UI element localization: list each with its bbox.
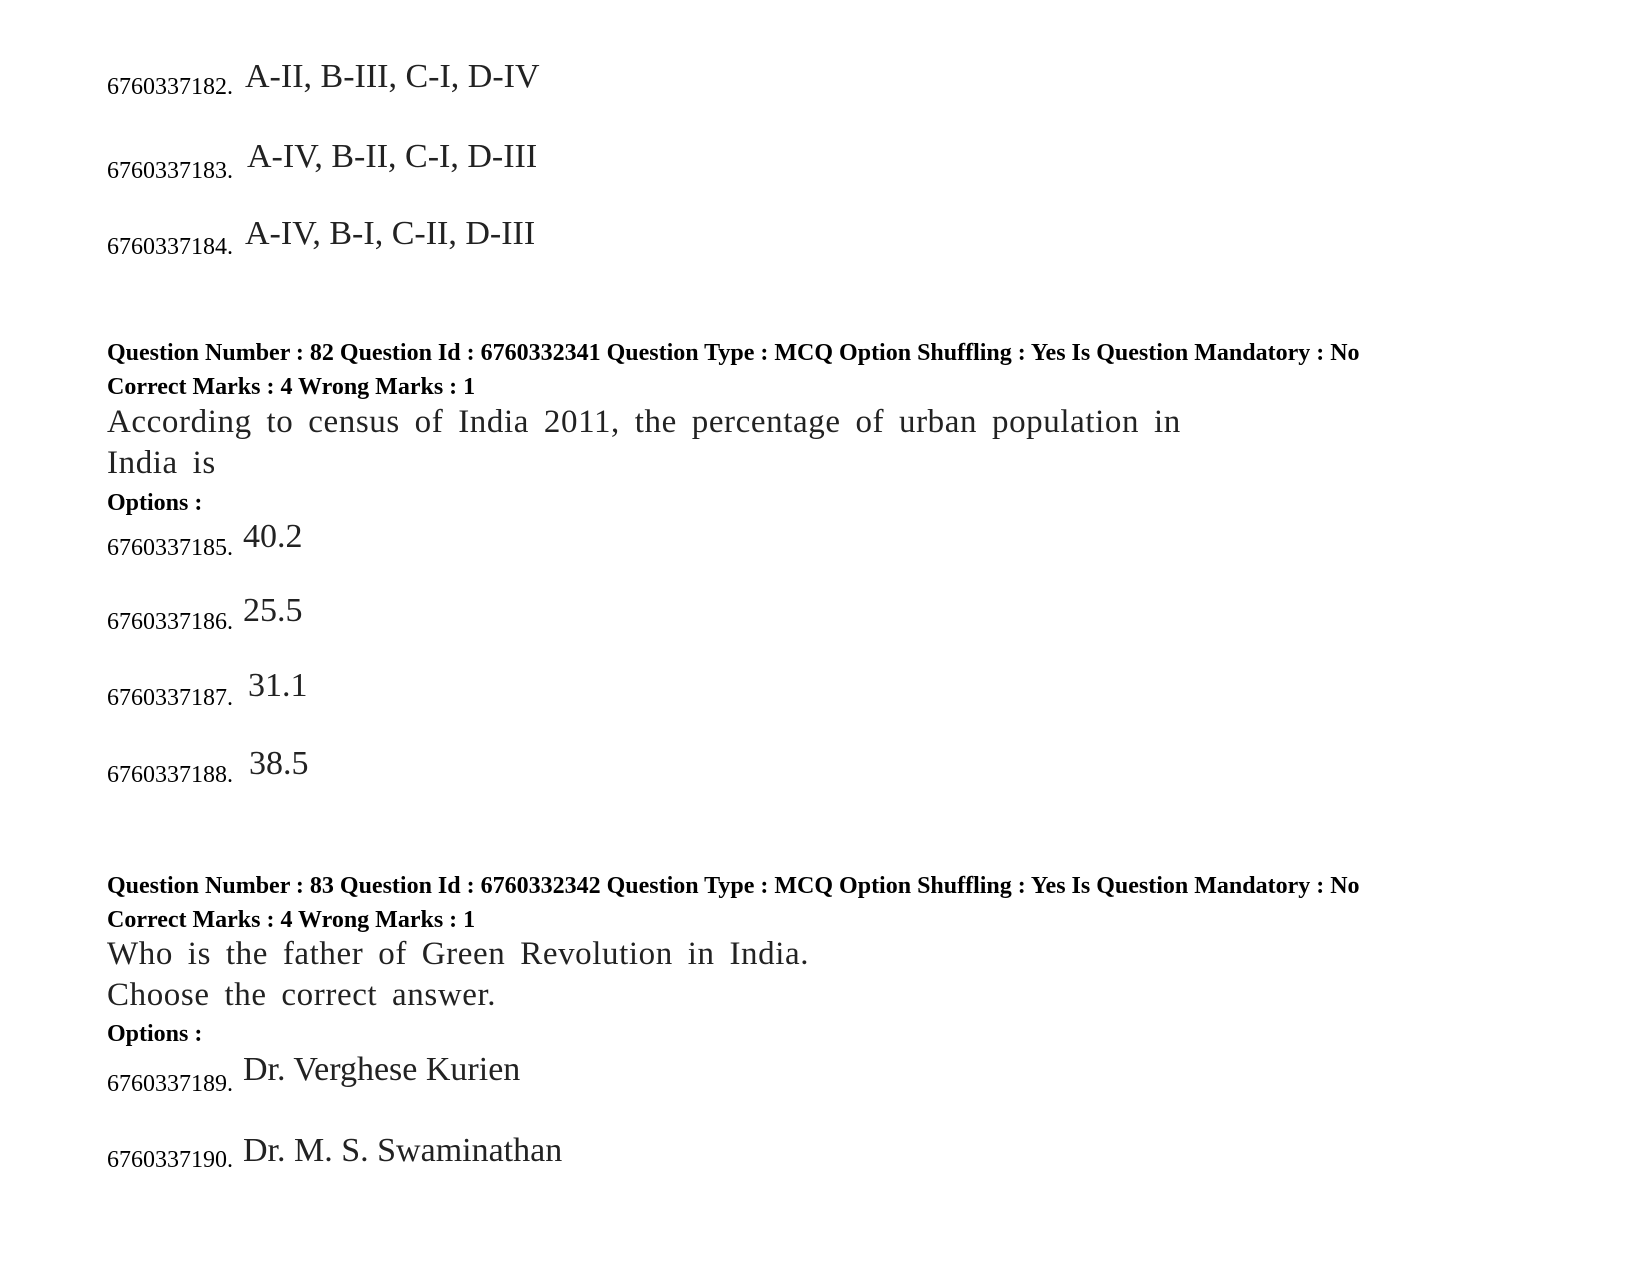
option-text: A-IV, B-II, C-I, D-III — [247, 138, 538, 175]
option-id: 6760337190. — [107, 1147, 233, 1173]
question-text-line: According to census of India 2011, the percentage of urban population in — [107, 404, 1181, 440]
option-text: 25.5 — [243, 592, 303, 629]
option-id: 6760337182. — [107, 74, 233, 100]
option-text: 38.5 — [249, 745, 309, 782]
option-text: 31.1 — [248, 667, 308, 704]
question-text-line: Who is the father of Green Revolution in India. — [107, 936, 810, 972]
question-text-line: India is — [107, 445, 216, 481]
option-id: 6760337183. — [107, 158, 233, 184]
option-text: 40.2 — [243, 518, 303, 555]
question-text-line: Choose the correct answer. — [107, 977, 497, 1013]
option-text: Dr. Verghese Kurien — [243, 1051, 521, 1088]
option-id: 6760337188. — [107, 762, 233, 788]
option-text: A-II, B-III, C-I, D-IV — [245, 58, 540, 95]
options-label: Options : — [107, 1021, 203, 1047]
option-text: A-IV, B-I, C-II, D-III — [245, 215, 536, 252]
question-marks-line: Correct Marks : 4 Wrong Marks : 1 — [107, 907, 476, 933]
option-text: Dr. M. S. Swaminathan — [243, 1132, 563, 1169]
question-meta-line: Question Number : 83 Question Id : 6760332342 Question Type : MCQ Option Shuffling : Yes Is Question Mandatory : No — [107, 873, 1360, 899]
option-id: 6760337186. — [107, 609, 233, 635]
options-label: Options : — [107, 490, 203, 516]
question-marks-line: Correct Marks : 4 Wrong Marks : 1 — [107, 374, 476, 400]
question-meta-line: Question Number : 82 Question Id : 6760332341 Question Type : MCQ Option Shuffling : Yes Is Question Mandatory : No — [107, 340, 1360, 366]
option-id: 6760337184. — [107, 234, 233, 260]
option-id: 6760337185. — [107, 535, 233, 561]
option-id: 6760337187. — [107, 685, 233, 711]
option-id: 6760337189. — [107, 1071, 233, 1097]
